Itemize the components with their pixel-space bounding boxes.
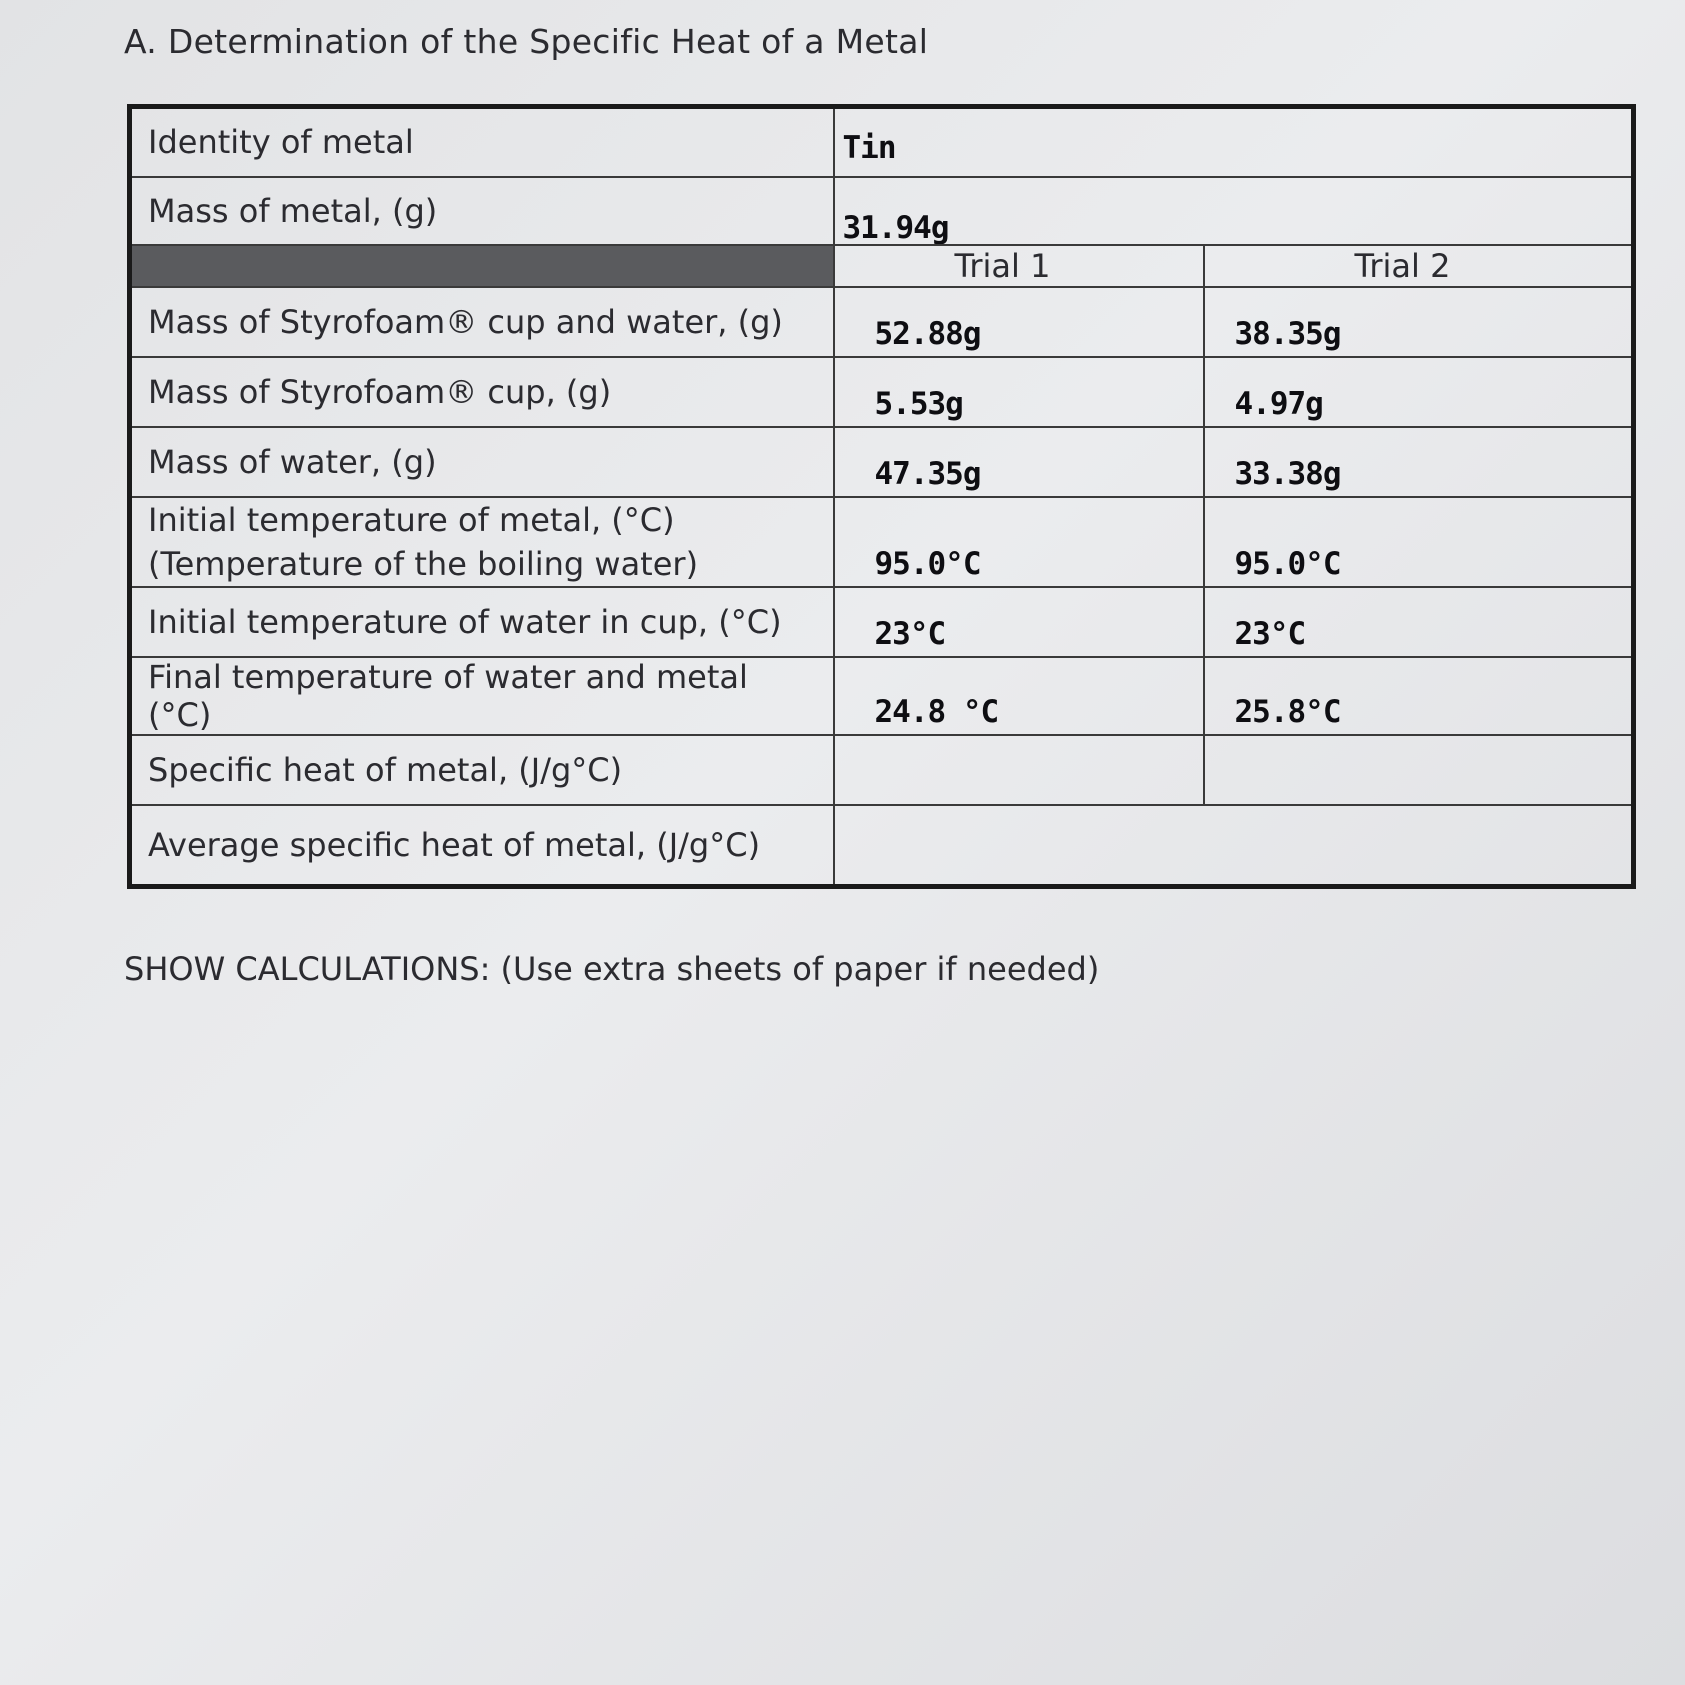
identity-of-metal-value: Tin — [842, 129, 896, 166]
trial-1-value: 24.8 °C — [874, 693, 999, 730]
shaded-header-cell — [130, 245, 834, 287]
trial-2-cell[interactable] — [1204, 357, 1634, 427]
identity-of-metal-cell[interactable] — [834, 107, 1634, 177]
table-row-mass-metal — [130, 177, 1634, 245]
table-row — [130, 497, 1634, 587]
trial-2-header: Trial 2 — [1204, 245, 1634, 287]
trial-2-value: 4.97g — [1234, 385, 1323, 422]
table-row — [130, 657, 1634, 735]
table-row — [130, 357, 1634, 427]
table-row — [130, 427, 1634, 497]
row-label: Mass of Styrofoam® cup and water, (g) — [130, 287, 834, 357]
table-row-average — [130, 805, 1634, 887]
trial-1-value: 47.35g — [874, 455, 981, 492]
row-label: Initial temperature of water in cup, (°C) — [130, 587, 834, 657]
table-row — [130, 587, 1634, 657]
trial-1-cell[interactable] — [834, 357, 1204, 427]
trial-1-cell[interactable] — [834, 427, 1204, 497]
mass-of-metal-cell[interactable] — [834, 177, 1634, 245]
trial-2-value: 23°C — [1234, 615, 1306, 652]
row-label: Mass of water, (g) — [130, 427, 834, 497]
trial-2-value: 95.0°C — [1234, 545, 1341, 582]
average-specific-heat-label: Average specific heat of metal, (J/g°C) — [130, 805, 834, 887]
trial-1-header: Trial 1 — [834, 245, 1204, 287]
row-label: Final temperature of water and metal (°C) — [130, 657, 834, 735]
trial-2-value: 33.38g — [1234, 455, 1341, 492]
trial-2-value: 25.8°C — [1234, 693, 1341, 730]
identity-of-metal-label: Identity of metal — [130, 107, 834, 177]
trial-1-cell[interactable] — [834, 497, 1204, 587]
table-row — [130, 735, 1634, 805]
average-specific-heat-cell[interactable] — [834, 805, 1634, 887]
trial-2-cell[interactable] — [1204, 587, 1634, 657]
trial-1-cell[interactable] — [834, 657, 1204, 735]
specific-heat-data-table — [127, 104, 1636, 889]
trial-2-cell[interactable] — [1204, 427, 1634, 497]
trial-1-cell[interactable] — [834, 587, 1204, 657]
trial-1-cell[interactable] — [834, 735, 1204, 805]
row-label: Specific heat of metal, (J/g°C) — [130, 735, 834, 805]
trial-2-cell[interactable] — [1204, 735, 1634, 805]
trial-2-cell[interactable] — [1204, 497, 1634, 587]
trial-2-value: 38.35g — [1234, 315, 1341, 352]
trial-1-value: 5.53g — [874, 385, 963, 422]
row-label-line-2: (Temperature of the boiling water) — [148, 544, 699, 583]
table-row-identity — [130, 107, 1634, 177]
trial-2-cell[interactable] — [1204, 657, 1634, 735]
show-calculations-instruction: SHOW CALCULATIONS: (Use extra sheets of paper if needed) — [124, 950, 1100, 988]
row-label-line-1: Initial temperature of metal, (°C) — [148, 500, 675, 539]
row-label — [130, 497, 834, 587]
trial-1-value: 52.88g — [874, 315, 981, 352]
mass-of-metal-value: 31.94g — [842, 209, 949, 245]
trial-1-value: 95.0°C — [874, 545, 981, 582]
trial-1-cell[interactable] — [834, 287, 1204, 357]
table-row-trial-headers — [130, 245, 1634, 287]
row-label: Mass of Styrofoam® cup, (g) — [130, 357, 834, 427]
table-row — [130, 287, 1634, 357]
trial-1-value: 23°C — [874, 615, 946, 652]
trial-2-cell[interactable] — [1204, 287, 1634, 357]
section-heading: A. Determination of the Specific Heat of a Metal — [124, 22, 929, 61]
mass-of-metal-label: Mass of metal, (g) — [130, 177, 834, 245]
